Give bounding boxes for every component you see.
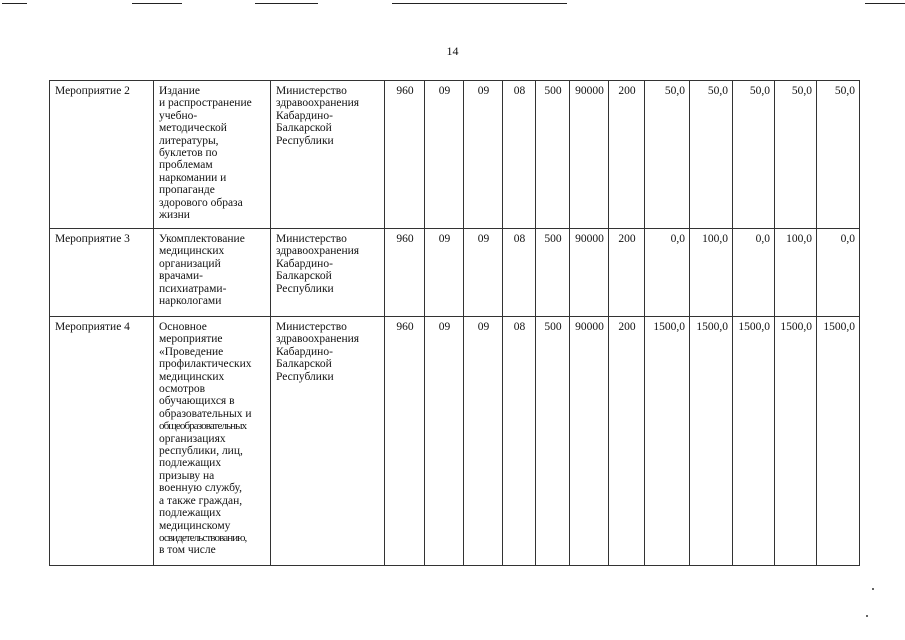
event-name-line: общеобразовательных	[159, 420, 247, 433]
event-name-line: медицинскому	[159, 519, 231, 532]
event-label: Мероприятие 4	[50, 317, 154, 566]
code-target: 90000	[570, 229, 609, 317]
page-number: 14	[446, 44, 459, 58]
event-name-line: образовательных и	[159, 407, 252, 420]
scan-line	[255, 3, 318, 4]
amount-year-5: 1500,0	[817, 317, 860, 566]
scan-line	[2, 3, 27, 4]
code-program: 08	[503, 229, 536, 317]
table-row	[50, 317, 860, 566]
amount-year-1: 50,0	[645, 81, 690, 229]
event-name	[154, 317, 271, 566]
code-subprogram: 500	[536, 317, 570, 566]
event-name-line: медицинских	[159, 370, 225, 383]
amount-year-2: 50,0	[690, 81, 733, 229]
code-target: 90000	[570, 317, 609, 566]
budget-table	[49, 80, 860, 566]
code-subsection: 09	[464, 229, 503, 317]
amount-year-5: 0,0	[817, 229, 860, 317]
code-subsection: 09	[464, 81, 503, 229]
code-subsection: 09	[464, 317, 503, 566]
amount-year-2: 100,0	[690, 229, 733, 317]
code-grbs: 960	[385, 229, 425, 317]
event-name: Укомплектование медицинских организаций врачами- психиатрами- наркологами	[154, 229, 271, 317]
code-program: 08	[503, 81, 536, 229]
amount-year-2: 1500,0	[690, 317, 733, 566]
amount-year-4: 1500,0	[775, 317, 817, 566]
code-target: 90000	[570, 81, 609, 229]
event-name-line: осмотров	[159, 383, 206, 396]
event-label: Мероприятие 2	[50, 81, 154, 229]
event-name-line: «Проведение	[159, 345, 224, 358]
code-program: 08	[503, 317, 536, 566]
event-name-line: Основное	[159, 321, 207, 333]
event-name-line: обучающихся в	[159, 395, 235, 408]
event-name-line: подлежащих	[159, 507, 222, 520]
amount-year-3: 0,0	[733, 229, 775, 317]
event-name-line: а также граждан,	[159, 494, 243, 507]
event-name-line: военную службу,	[159, 482, 242, 495]
event-name-line: мероприятие	[159, 333, 223, 346]
executor: Министерство здравоохранения Кабардино- Балкарской Республики	[271, 317, 385, 566]
code-section: 09	[425, 317, 464, 566]
event-name-line: подлежащих	[159, 457, 222, 470]
event-name-line: в том числе	[159, 544, 216, 557]
amount-year-4: 50,0	[775, 81, 817, 229]
amount-year-3: 50,0	[733, 81, 775, 229]
event-label: Мероприятие 3	[50, 229, 154, 317]
code-expense-type: 200	[609, 317, 645, 566]
code-subprogram: 500	[536, 229, 570, 317]
scan-line	[132, 3, 182, 4]
code-expense-type: 200	[609, 81, 645, 229]
code-grbs: 960	[385, 81, 425, 229]
executor: Министерство здравоохранения Кабардино- Балкарской Республики	[271, 81, 385, 229]
amount-year-1: 0,0	[645, 229, 690, 317]
event-name-line: призыву на	[159, 469, 215, 482]
scan-line	[392, 3, 567, 4]
amount-year-4: 100,0	[775, 229, 817, 317]
executor: Министерство здравоохранения Кабардино- Балкарской Республики	[271, 229, 385, 317]
code-grbs: 960	[385, 317, 425, 566]
code-section: 09	[425, 229, 464, 317]
table-row	[50, 229, 860, 317]
event-name: Издание и распространение учебно- методической литературы, буклетов по проблемам наркомании и пропаганде здорового образа жизни	[154, 81, 271, 229]
amount-year-5: 50,0	[817, 81, 860, 229]
amount-year-3: 1500,0	[733, 317, 775, 566]
table-row	[50, 81, 860, 229]
code-expense-type: 200	[609, 229, 645, 317]
scan-speck	[872, 588, 874, 590]
scan-line	[865, 3, 905, 4]
event-name-line: организациях	[159, 432, 226, 445]
code-subprogram: 500	[536, 81, 570, 229]
event-name-line: освидетельствованию,	[159, 531, 247, 544]
code-section: 09	[425, 81, 464, 229]
amount-year-1: 1500,0	[645, 317, 690, 566]
scan-speck	[866, 615, 868, 617]
event-name-line: профилактических	[159, 358, 252, 371]
event-name-line: республики, лиц,	[159, 445, 243, 458]
